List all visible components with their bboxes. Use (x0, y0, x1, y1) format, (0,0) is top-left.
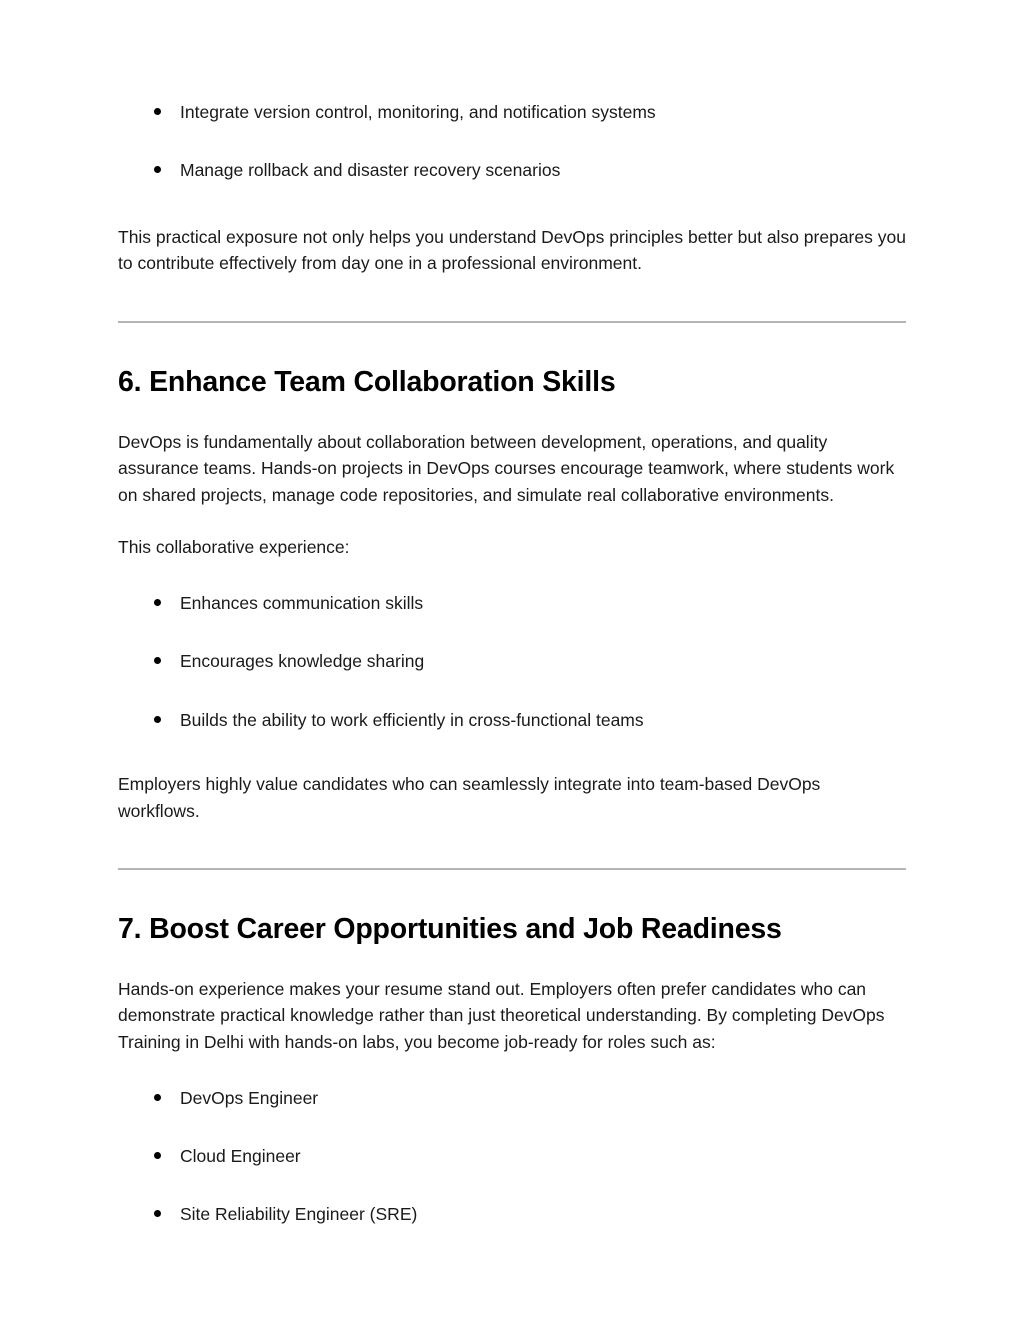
document-content (118, 100, 906, 1228)
spacer (118, 184, 906, 224)
list-item (118, 1202, 906, 1227)
spacer (118, 1056, 906, 1086)
list-item-text: Enhances communication skills (180, 592, 424, 613)
list-item-text: Site Reliability Engineer (SRE) (180, 1204, 418, 1225)
list-item-text: DevOps Engineer (180, 1087, 319, 1108)
list-item (118, 1086, 906, 1111)
section-6-bullet-list (118, 591, 906, 733)
spacer (118, 733, 906, 771)
section-7-intro: Hands-on experience makes your resume stand out. Employers often prefer candidates who can demonstrate practical knowledge rather than just theoretical understanding. By completing DevOps Training in Delhi with hands-on labs, you become job-ready for roles such as: (118, 978, 885, 1053)
section-heading-7: 7. Boost Career Opportunities and Job Readiness (118, 913, 782, 946)
bullet-dot-icon (154, 657, 161, 664)
list-item-text: Manage rollback and disaster recovery scenarios (180, 160, 561, 181)
list-item (118, 591, 906, 616)
list-item-text: Integrate version control, monitoring, and notification systems (180, 102, 656, 122)
bullet-dot-icon (154, 599, 161, 606)
section-divider (118, 321, 906, 323)
top-bullet-list (118, 100, 906, 184)
section-6-intro: DevOps is fundamentally about collaboration between development, operations, and quality assurance teams. Hands-on projects in DevOps courses encourage teamwork, where students work on shared projects, manage code repositories, and simulate real collaborative environments. (118, 431, 895, 505)
bullet-dot-icon (154, 716, 161, 723)
list-item (118, 708, 906, 733)
spacer (118, 508, 906, 534)
list-item (118, 649, 906, 674)
bullet-dot-icon (154, 1152, 161, 1159)
section-6-closing: Employers highly value candidates who can seamlessly integrate into team-based DevOps workflows. (118, 774, 821, 821)
list-item-text: Encourages knowledge sharing (180, 651, 425, 672)
spacer (118, 561, 906, 591)
spacer (118, 401, 906, 429)
spacer (118, 948, 906, 976)
bullet-dot-icon (154, 1094, 161, 1101)
bullet-dot-icon (154, 1210, 161, 1217)
list-item (118, 100, 906, 125)
top-paragraph: This practical exposure not only helps you understand DevOps principles better but also prepares you to contribute effectively from day one in a professional environment. (118, 226, 906, 274)
section-6-lead-in: This collaborative experience: (118, 537, 350, 558)
list-item-text: Builds the ability to work efficiently in cross-functional teams (180, 709, 644, 730)
list-item (118, 158, 906, 183)
list-item (118, 1144, 906, 1169)
bullet-dot-icon (154, 166, 161, 173)
section-divider (118, 868, 906, 870)
bullet-dot-icon (154, 108, 161, 115)
section-7-bullet-list (118, 1086, 906, 1228)
section-heading-6: 6. Enhance Team Collaboration Skills (118, 365, 616, 398)
list-item-text: Cloud Engineer (180, 1146, 301, 1167)
